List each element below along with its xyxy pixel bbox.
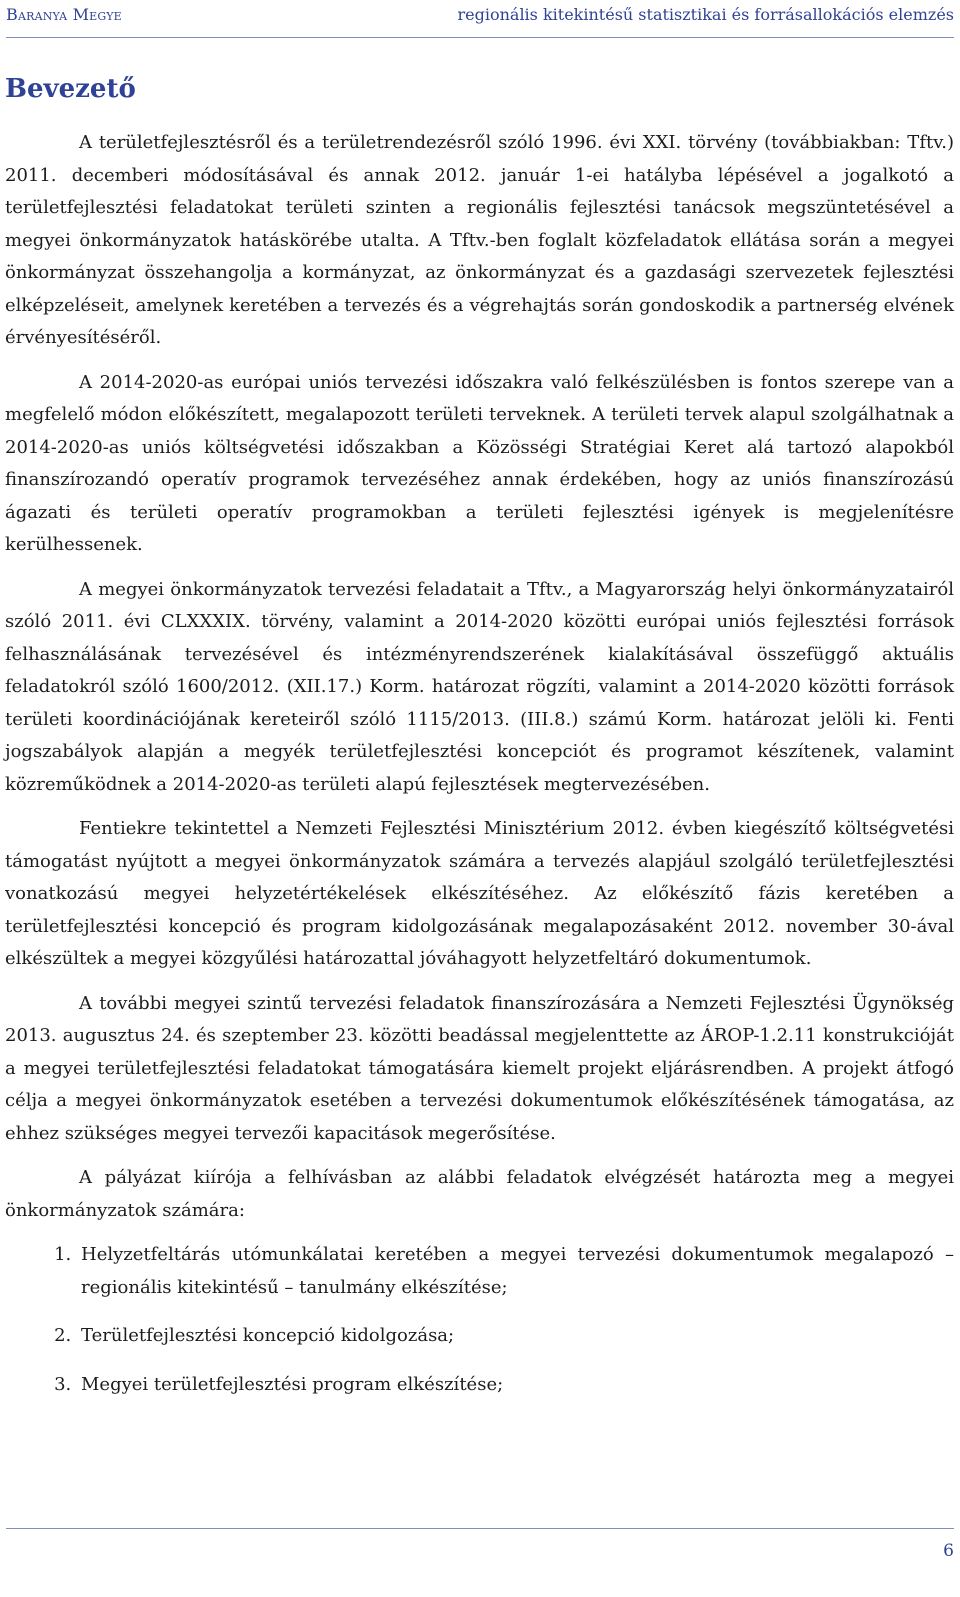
header-document-title: regionális kitekintésű statisztikai és forrásallokációs elemzés [457,5,954,24]
list-item: 3. Megyei területfejlesztési program elkészítése; [77,1369,954,1402]
paragraph: A megyei önkormányzatok tervezési feladatait a Tftv., a Magyarország helyi önkormányzatairól szóló 2011. évi CLXXXIX. törvény, valamint a 2014-2020 közötti európai uniós fejlesztési források felhasználásának tervezésével és intézményrendszerének kialakításával összefüggő aktuális feladatokról szóló 1600/2012. (XII.17.) Korm. határozat rögzíti, valamint a 2014-2020 közötti források területi koordinációjának kereteiről szóló 1115/2013. (III.8.) számú Korm. határozat jelöli ki. Fenti jogszabályok alapján a megyék területfejlesztési koncepciót és programot készítenek, valamint közreműködnek a 2014-2020-as területi alapú fejlesztések megtervezésében. [5,578,954,795]
paragraph: Fentiekre tekintettel a Nemzeti Fejlesztési Minisztérium 2012. évben kiegészítő költségvetési támogatást nyújtott a megyei önkormányzatok számára a tervezés alapjául szolgáló területfejlesztési vonatkozású megyei helyzetértékelések elkészítéséhez. Az előkészítő fázis keretében a területfejlesztési koncepció és program kidolgozásának megalapozásaként 2012. november 30-ával elkészültek a megyei közgyűlési határozattal jóváhagyott helyzetfeltáró dokumentumok. [5,818,954,969]
paragraph: A pályázat kiírója a felhívásban az alábbi feladatok elvégzését határozta meg a megyei önkormányzatok számára: [5,1167,954,1221]
page-number: 6 [943,1541,954,1561]
page-header [6,0,954,38]
paragraph: A további megyei szintű tervezési feladatok finanszírozására a Nemzeti Fejlesztési Ügynökség 2013. augusztus 24. és szeptember 23. közötti beadással megjelenttette az ÁROP-1.2.11 konstrukcióját a megyei területfejlesztési feladatokat támogatására kiemelt projekt eljárásrendben. A projekt átfogó célja a megyei önkormányzatok esetében a tervezési dokumentumok előkészítésének támogatása, az ehhez szükséges megyei tervezői kapacitások megerősítése. [5,992,954,1144]
header-county: Baranya Megye [6,5,122,24]
body-text [5,127,954,1417]
paragraph: A területfejlesztésről és a területrendezésről szóló 1996. évi XXI. törvény (továbbiakban: Tftv.) 2011. decemberi módosításával és annak 2012. január 1-ei hatályba lépésével a jogalkotó a területfejlesztési feladatokat területi szinten a regionális fejlesztési tanácsok megszüntetésével a megyei önkormányzatok hatáskörébe utalta. A Tftv.-ben foglalt közfeladatok ellátása során a megyei önkormányzat összehangolja a kormányzat, az önkormányzat és a gazdasági szervezetek fejlesztési elképzeléseit, amelynek keretében a tervezés és a végrehajtás során gondoskodik a partnerség elvének érvényesítéséről. [5,132,954,348]
list-item: 2. Területfejlesztési koncepció kidolgozása; [77,1320,954,1353]
section-title: Bevezető [5,74,136,104]
task-list [5,1239,954,1401]
page-footer [6,1528,954,1561]
list-item: 1. Helyzetfeltárás utómunkálatai keretében a megyei tervezési dokumentumok megalapozó – regionális kitekintésű – tanulmány elkészítése; [77,1239,954,1304]
paragraph: A 2014-2020-as európai uniós tervezési időszakra való felkészülésben is fontos szerepe van a megfelelő módon előkészített, megalapozott területi terveknek. A területi tervek alapul szolgálhatnak a 2014-2020-as uniós költségvetési időszakban a Közösségi Stratégiai Keret alá tartozó alapokból finanszírozandó operatív programok tervezéséhez annak érdekében, hogy az uniós finanszírozású ágazati és területi operatív programokban a területi fejlesztési igények is megjelenítésre kerülhessenek. [5,371,954,555]
